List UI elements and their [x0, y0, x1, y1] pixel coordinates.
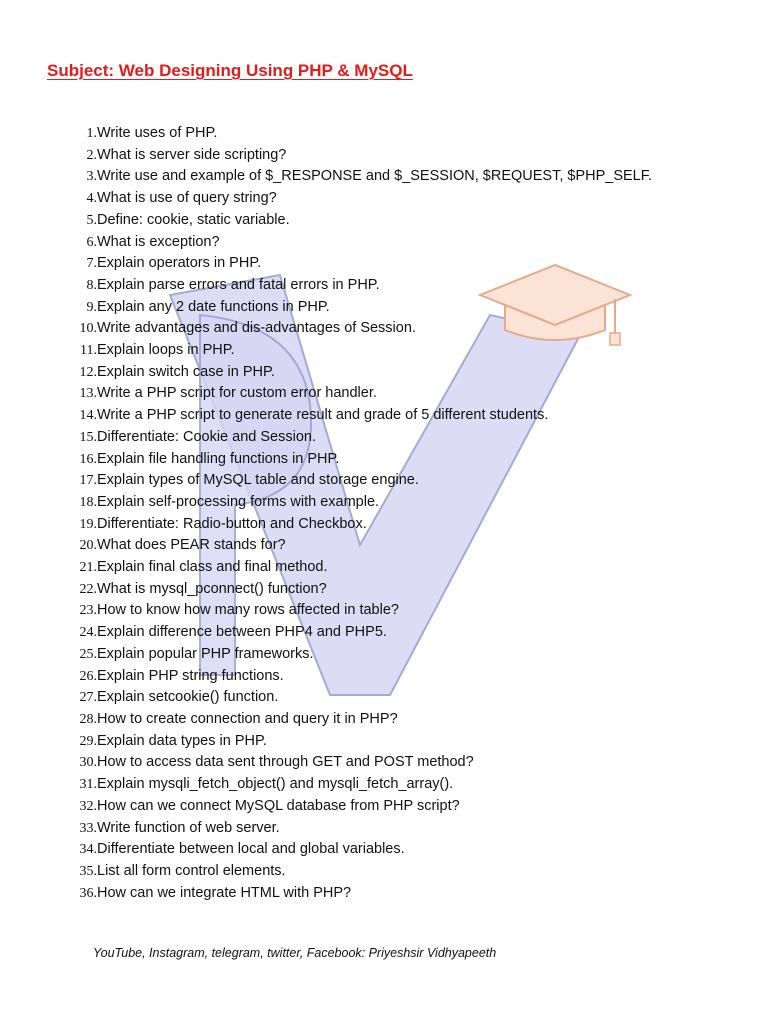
question-number: 36.: [79, 885, 97, 901]
question-item: [60, 188, 660, 210]
question-number: 7.: [86, 256, 97, 272]
question-text: Explain final class and final method.: [97, 559, 328, 576]
question-text: Differentiate between local and global variables.: [97, 841, 405, 858]
question-number: 16.: [79, 451, 97, 467]
question-item: [60, 492, 660, 514]
question-number: 32.: [79, 798, 97, 814]
question-text: Explain PHP string functions.: [97, 667, 284, 684]
question-number: 3.: [86, 169, 97, 185]
question-number: 10.: [79, 321, 97, 337]
question-number: 24.: [79, 625, 97, 641]
question-number: 12.: [79, 364, 97, 380]
question-text: How can we connect MySQL database from PHP script?: [97, 797, 460, 814]
question-text: Explain loops in PHP.: [97, 342, 235, 359]
question-number: 25.: [79, 646, 97, 662]
question-item: [60, 166, 660, 188]
question-number: 11.: [80, 343, 97, 359]
question-text: Explain setcookie() function.: [97, 689, 279, 706]
question-item: [60, 449, 660, 471]
question-text: Explain difference between PHP4 and PHP5.: [97, 624, 387, 641]
question-item: [60, 383, 660, 405]
question-text: How can we integrate HTML with PHP?: [97, 884, 352, 901]
question-item: [60, 861, 660, 883]
question-text: Write advantages and dis-advantages of Session.: [97, 320, 416, 337]
question-number: 34.: [79, 842, 97, 858]
question-text: How to create connection and query it in PHP?: [97, 710, 398, 727]
question-item: [60, 600, 660, 622]
question-text: Explain any 2 date functions in PHP.: [97, 298, 330, 315]
question-number: 33.: [79, 820, 97, 836]
question-text: Explain operators in PHP.: [97, 255, 262, 272]
question-item: [60, 883, 660, 905]
question-number: 29.: [79, 733, 97, 749]
question-number: 18.: [79, 494, 97, 510]
question-text: Explain self-processing forms with example.: [97, 493, 380, 510]
question-text: Write uses of PHP.: [97, 125, 218, 141]
question-text: Write use and example of $_RESPONSE and $_SESSION, $REQUEST, $PHP_SELF.: [97, 168, 653, 185]
question-item: [60, 796, 660, 818]
question-text: Explain parse errors and fatal errors in PHP.: [97, 276, 380, 293]
question-text: What is mysql_pconnect() function?: [97, 580, 327, 597]
question-text: What is exception?: [97, 233, 220, 250]
question-number: 5.: [86, 212, 97, 228]
question-item: [60, 687, 660, 709]
question-text: Write a PHP script for custom error handler.: [97, 385, 377, 402]
question-text: Explain mysqli_fetch_object() and mysqli_fetch_array().: [97, 776, 454, 793]
question-number: 17.: [79, 473, 97, 489]
question-number: 6.: [86, 234, 97, 250]
question-list: [60, 123, 660, 904]
question-number: 20.: [79, 538, 97, 554]
question-number: 35.: [79, 863, 97, 879]
question-number: 30.: [79, 755, 97, 771]
question-item: [60, 318, 660, 340]
question-number: 14.: [79, 408, 97, 424]
question-item: [60, 731, 660, 753]
question-text: Explain file handling functions in PHP.: [97, 450, 340, 467]
question-text: How to know how many rows affected in table?: [97, 602, 399, 619]
question-text: Explain popular PHP frameworks.: [97, 645, 314, 662]
question-number: 21.: [79, 560, 97, 576]
question-number: 1.: [86, 126, 97, 141]
question-item: [60, 427, 660, 449]
footer-social-text: YouTube, Instagram, telegram, twitter, Facebook: Priyeshsir Vidhyapeeth: [93, 946, 497, 960]
question-text: Explain data types in PHP.: [97, 732, 267, 749]
question-number: 8.: [86, 277, 97, 293]
question-item: [60, 752, 660, 774]
question-text: Write a PHP script to generate result and grade of 5 different students.: [97, 407, 549, 424]
question-number: 13.: [79, 386, 97, 402]
question-item: [60, 253, 660, 275]
question-item: [60, 210, 660, 232]
question-text: What is use of query string?: [97, 190, 277, 207]
question-text: Explain types of MySQL table and storage engine.: [97, 472, 419, 489]
question-number: 27.: [79, 690, 97, 706]
question-text: How to access data sent through GET and POST method?: [97, 754, 474, 771]
question-item: [60, 557, 660, 579]
question-item: [60, 839, 660, 861]
question-text: Write function of web server.: [97, 819, 280, 836]
question-number: 22.: [79, 581, 97, 597]
question-text: Differentiate: Cookie and Session.: [97, 428, 316, 445]
question-item: [60, 405, 660, 427]
question-number: 15.: [79, 429, 97, 445]
question-item: [60, 535, 660, 557]
question-item: [60, 470, 660, 492]
question-item: [60, 362, 660, 384]
question-item: [60, 145, 660, 167]
question-number: 23.: [79, 603, 97, 619]
question-number: 4.: [86, 191, 97, 207]
question-text: What is server side scripting?: [97, 146, 287, 163]
question-item: [60, 275, 660, 297]
question-item: [60, 666, 660, 688]
question-text: Explain switch case in PHP.: [97, 363, 275, 380]
question-text: What does PEAR stands for?: [97, 537, 286, 554]
question-item: [60, 232, 660, 254]
question-item: [60, 622, 660, 644]
question-text: Differentiate: Radio-button and Checkbox.: [97, 515, 367, 532]
question-item: [60, 514, 660, 536]
question-number: 9.: [86, 299, 97, 315]
question-item: [60, 123, 660, 145]
page-title: Subject: Web Designing Using PHP & MySQL: [47, 61, 413, 80]
question-number: 19.: [79, 516, 97, 532]
question-item: [60, 579, 660, 601]
question-item: [60, 644, 660, 666]
question-number: 31.: [79, 777, 97, 793]
question-text: List all form control elements.: [97, 862, 286, 879]
question-item: [60, 297, 660, 319]
question-number: 26.: [79, 668, 97, 684]
question-text: Define: cookie, static variable.: [97, 211, 290, 228]
question-item: [60, 818, 660, 840]
question-item: [60, 340, 660, 362]
question-item: [60, 709, 660, 731]
question-item: [60, 774, 660, 796]
question-number: 2.: [86, 147, 97, 163]
question-number: 28.: [79, 711, 97, 727]
